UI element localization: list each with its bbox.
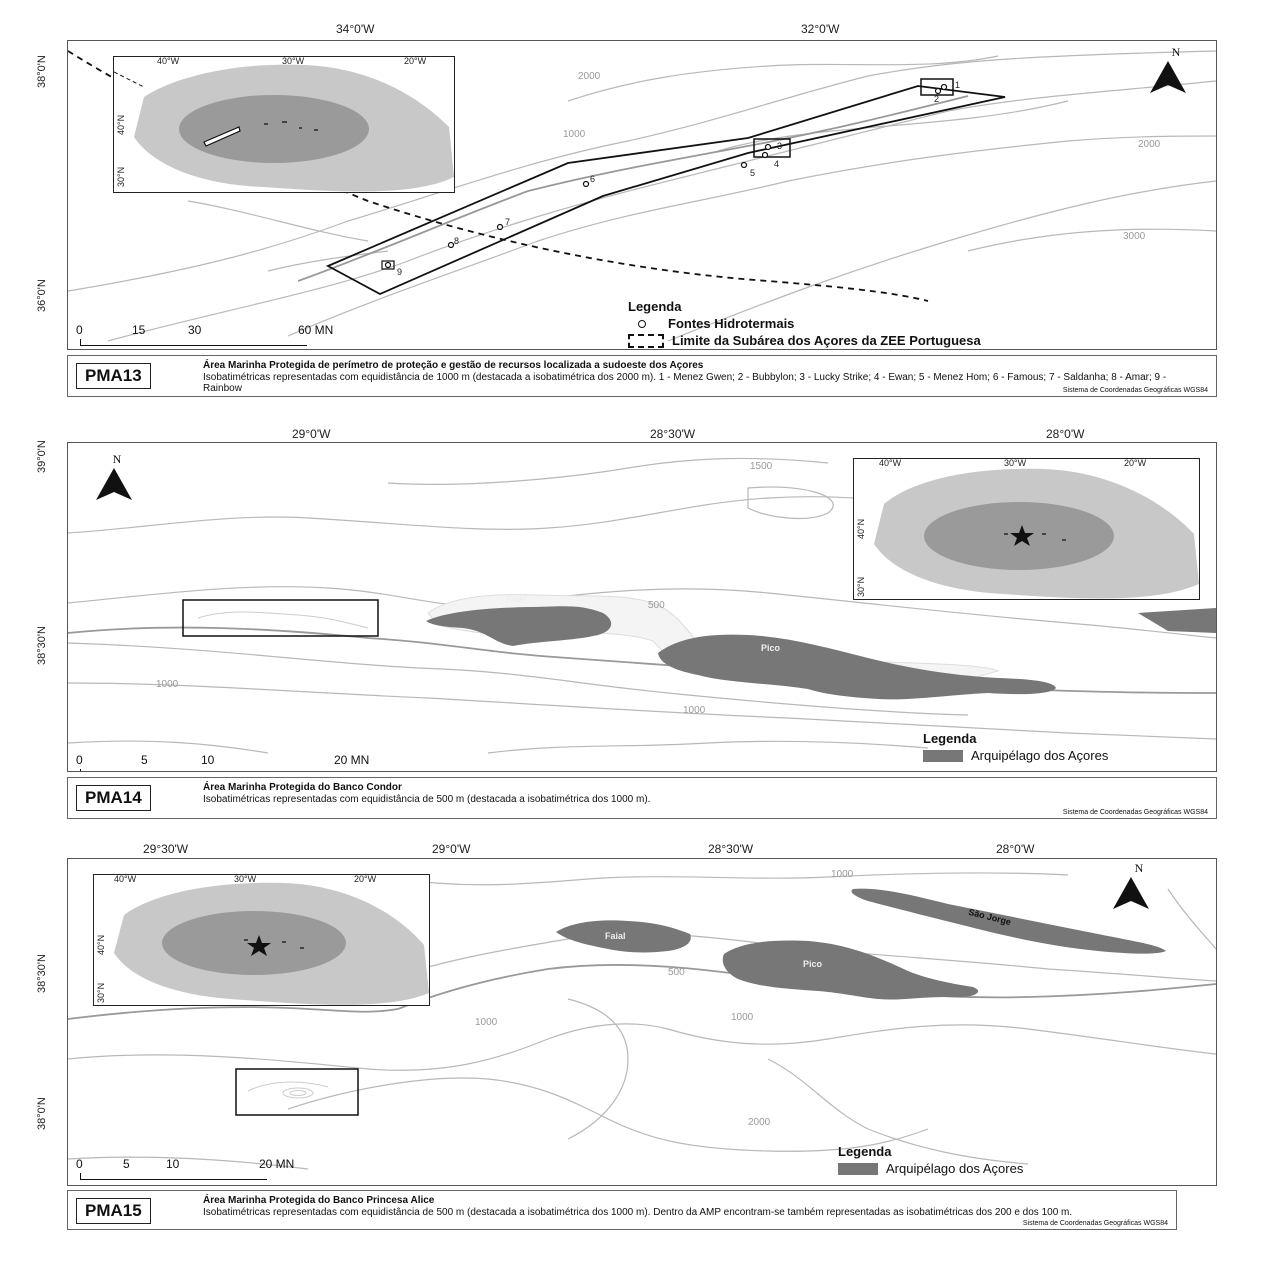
- depth-label: 1000: [156, 679, 179, 690]
- island-sao-jorge-edge: [1138, 608, 1216, 633]
- inset-map: [114, 57, 454, 192]
- locator-inset: [93, 874, 430, 1006]
- lon-label: 29°0'W: [432, 842, 471, 856]
- lat-label: 39°0'N: [36, 440, 48, 473]
- scale-bar: [76, 753, 396, 772]
- depth-label: 500: [648, 600, 665, 611]
- island-pico: [723, 941, 978, 1000]
- scale-tick: 5: [123, 1157, 130, 1171]
- legend-heading: Legenda: [838, 1144, 892, 1159]
- vent-number: 2: [934, 94, 940, 104]
- crs-note: Sistema de Coordenadas Geográficas WGS84: [1062, 809, 1208, 816]
- vent-number: 5: [750, 168, 756, 178]
- depth-label: 1000: [563, 129, 586, 140]
- north-arrow-icon: [1111, 861, 1151, 911]
- north-arrow: [1111, 861, 1151, 911]
- lon-label: 32°0'W: [801, 22, 840, 36]
- dashed-line-icon: [628, 334, 664, 348]
- inset-lon-tick: 20°W: [404, 56, 427, 66]
- legend-item: Arquipélago dos Açores: [838, 1161, 1023, 1176]
- lat-label: 38°0'N: [36, 55, 48, 88]
- depth-label: 2000: [578, 71, 601, 82]
- inset-map: [94, 875, 429, 1005]
- inset-lat-tick: 30°N: [116, 166, 126, 187]
- scale-tick: 0: [76, 1157, 83, 1171]
- scale-tick: 0: [76, 753, 83, 767]
- map-panel-pma15: [0, 830, 1262, 1240]
- inset-lon-tick: 40°W: [879, 458, 902, 468]
- lon-label: 34°0'W: [336, 22, 375, 36]
- scale-tick: 30: [188, 323, 202, 337]
- island-label: São Jorge: [967, 906, 1013, 928]
- locator-inset: [853, 458, 1200, 600]
- lon-label: 29°0'W: [292, 427, 331, 441]
- inset-lon-tick: 40°W: [114, 874, 137, 884]
- lon-label: 28°0'W: [1046, 427, 1085, 441]
- depth-label: 1000: [831, 869, 854, 880]
- scale-tick: 10: [166, 1157, 180, 1171]
- inset-lon-tick: 40°W: [157, 56, 180, 66]
- inset-lat-tick: 40°N: [116, 114, 126, 135]
- crs-note: Sistema de Coordenadas Geográficas WGS84: [1062, 387, 1208, 394]
- lon-label: 28°30'W: [650, 427, 696, 441]
- depth-label: 1000: [475, 1017, 498, 1028]
- vent-number: 6: [590, 174, 596, 184]
- lat-label: 36°0'N: [36, 279, 48, 312]
- map-panel-pma13: [0, 0, 1262, 410]
- north-arrow-icon: [94, 452, 134, 502]
- lat-label: 38°30'N: [36, 954, 48, 993]
- island-swatch-icon: [838, 1163, 878, 1175]
- caption-box: [67, 1190, 1177, 1230]
- scale-tick: 5: [141, 753, 148, 767]
- island-label: Pico: [803, 959, 823, 969]
- vent-number: 9: [397, 267, 403, 277]
- lon-label: 28°0'W: [996, 842, 1035, 856]
- depth-label: 1000: [731, 1012, 754, 1023]
- crs-note: Sistema de Coordenadas Geográficas WGS84: [1022, 1220, 1168, 1227]
- inset-lon-tick: 30°W: [1004, 458, 1027, 468]
- scale-tick: 20 MN: [259, 1157, 295, 1171]
- map-panel-pma14: [0, 415, 1262, 825]
- map-frame: [67, 442, 1217, 772]
- scale-bar: [76, 323, 376, 349]
- inset-lat-tick: 30°N: [856, 576, 866, 597]
- scale-tick: 0: [76, 323, 83, 337]
- caption-title: Área Marinha Protegida do Banco Princesa Alice: [203, 1195, 435, 1206]
- vent-number: 1: [955, 80, 961, 90]
- caption-description: Isobatimétricas representadas com equidistância de 500 m (destacada a isobatimétrica dos 1000 m).: [203, 794, 651, 805]
- scale-tick: 15: [132, 323, 146, 337]
- caption-box: [67, 777, 1217, 819]
- island-label: Faial: [506, 594, 527, 604]
- legend: [628, 299, 981, 348]
- scale-bar: [76, 1157, 376, 1183]
- legend-item: Fontes Hidrotermais: [628, 316, 981, 331]
- map-frame: [67, 40, 1217, 350]
- lat-label: 38°0'N: [36, 1097, 48, 1130]
- depth-label: 3000: [1123, 231, 1146, 242]
- scale-tick: 10: [201, 753, 215, 767]
- legend-item: Limite da Subárea dos Açores da ZEE Portuguesa: [628, 333, 981, 348]
- scale-tick: 60 MN: [298, 323, 334, 337]
- depth-label: 500: [668, 967, 685, 978]
- island-label: Faial: [605, 931, 626, 941]
- island-label: Pico: [761, 643, 781, 653]
- legend-item: Arquipélago dos Açores: [923, 748, 1108, 763]
- vent-markers: [386, 85, 947, 268]
- inset-lat-tick: 30°N: [96, 982, 106, 1003]
- scale-tick: 20 MN: [334, 753, 370, 767]
- lon-label: 29°30'W: [143, 842, 189, 856]
- map-code: PMA14: [76, 785, 151, 811]
- north-arrow-icon: [1148, 45, 1188, 95]
- vent-number: 8: [454, 236, 460, 246]
- inset-lon-tick: 30°W: [234, 874, 257, 884]
- caption-box: [67, 355, 1217, 397]
- caption-description: Isobatimétricas representadas com equidistância de 500 m (destacada a isobatimétrica dos 1000 m). Dentro da AMP encontram-se também representadas as isobatimétricas dos 200 e dos 100 m.: [203, 1207, 1073, 1218]
- vent-number: 4: [774, 159, 780, 169]
- caption-title: Área Marinha Protegida do Banco Condor: [203, 782, 402, 793]
- inset-lat-tick: 40°N: [96, 934, 106, 955]
- island-swatch-icon: [923, 750, 963, 762]
- pma15-boundary: [236, 1069, 358, 1115]
- depth-label: 1500: [750, 461, 773, 472]
- lon-label: 28°30'W: [708, 842, 754, 856]
- legend: [923, 731, 1108, 763]
- inset-lat-tick: 40°N: [856, 518, 866, 539]
- north-label: N: [1171, 45, 1181, 59]
- map-code: PMA13: [76, 363, 151, 389]
- depth-label: 2000: [748, 1117, 771, 1128]
- map-frame: [67, 858, 1217, 1186]
- vent-number: 3: [777, 141, 783, 151]
- locator-inset: [113, 56, 455, 193]
- legend-heading: Legenda: [923, 731, 977, 746]
- vent-symbol-icon: [638, 320, 646, 328]
- map-code: PMA15: [76, 1198, 151, 1224]
- depth-label: 2000: [1138, 139, 1161, 150]
- inset-lon-tick: 30°W: [282, 56, 305, 66]
- legend-heading: Legenda: [628, 299, 682, 314]
- north-arrow: [1148, 45, 1188, 95]
- legend: [838, 1144, 1023, 1176]
- lat-label: 38°30'N: [36, 626, 48, 665]
- caption-title: Área Marinha Protegida de perímetro de proteção e gestão de recursos localizada a sudoeste dos Açores: [203, 360, 704, 371]
- inset-lon-tick: 20°W: [354, 874, 377, 884]
- north-label: N: [1134, 861, 1144, 875]
- island-pico: [658, 635, 1056, 700]
- caption-description: Isobatimétricas representadas com equidistância de 1000 m (destacada a isobatimétrica dos 2000 m). 1 - Menez Gwen; 2 - Bubbylon; 3 - Lucky Strike; 4 - Ewan; 5 - Menez Hom; 6 - Famous; 7 - Saldanha; 8 - Amar; 9 - Rainbow: [203, 372, 1167, 394]
- depth-label: 1000: [683, 705, 706, 716]
- inset-lon-tick: 20°W: [1124, 458, 1147, 468]
- inset-map: [854, 459, 1199, 599]
- vent-number: 7: [505, 217, 511, 227]
- north-arrow: [94, 452, 134, 502]
- north-label: N: [112, 452, 122, 466]
